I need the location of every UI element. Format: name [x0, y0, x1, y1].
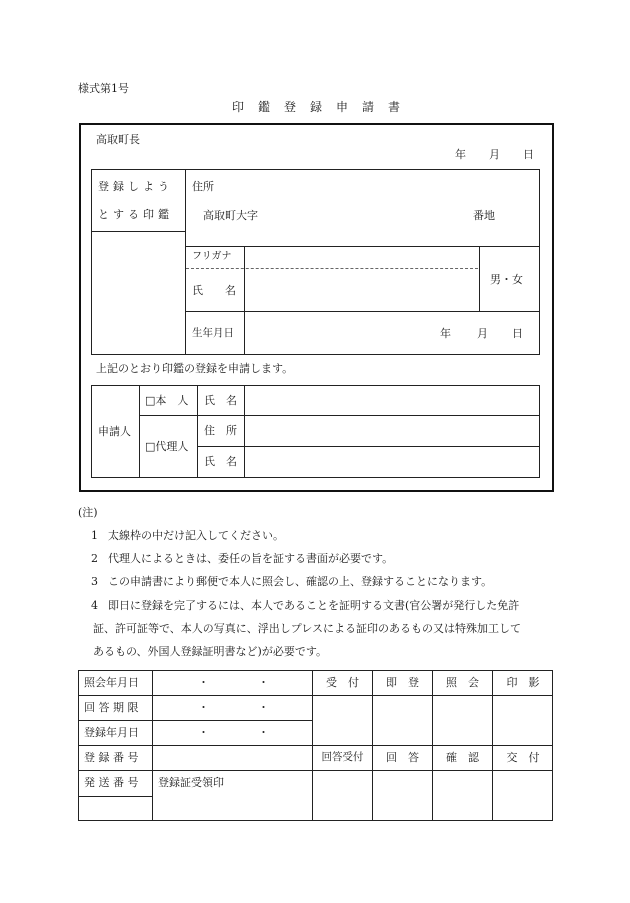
date-year[interactable]: 年: [455, 148, 466, 161]
proxy-address-input[interactable]: [246, 417, 538, 445]
inquiry-date-label: 照会年月日: [84, 676, 139, 689]
dot: ・: [258, 701, 269, 714]
form-title: 印 鑑 登 録 申 請 書: [232, 100, 402, 114]
self-checkbox[interactable]: □本 人: [145, 394, 189, 407]
col-seal-impression: 印 影: [506, 676, 540, 689]
col-immediate: 即 登: [386, 676, 419, 689]
proxy-address-label: 住 所: [204, 424, 237, 437]
address-input[interactable]: [262, 204, 462, 226]
col-reply: 回 答: [386, 751, 419, 764]
dot: ・: [198, 726, 209, 739]
seal-label-2: とする印鑑: [98, 208, 173, 221]
registration-date-label: 登録年月日: [84, 726, 139, 739]
note-4-num: 4: [91, 599, 98, 612]
form-number: 様式第1号: [78, 82, 129, 95]
col-receipt: 受 付: [326, 676, 359, 689]
applicant-name-input[interactable]: [246, 387, 538, 414]
dot: ・: [198, 676, 209, 689]
address-town: 高取町大字: [203, 209, 258, 222]
name-input[interactable]: [246, 270, 478, 310]
registration-no-label: 登 録 番 号: [84, 751, 139, 764]
applicant-name-label: 氏 名: [204, 394, 237, 407]
note-3-num: 3: [91, 575, 98, 588]
birth-month[interactable]: 月: [477, 327, 488, 340]
col-issue: 交 付: [506, 751, 540, 764]
proxy-checkbox[interactable]: □代理人: [145, 440, 189, 453]
note-4-cont-1: 証、許可証等で、本人の写真に、浮出しプレスによる証印のあるもの又は特殊加工して: [93, 622, 522, 635]
seal-label-1: 登録しよう: [98, 180, 173, 193]
notes-header: (注): [78, 506, 98, 519]
birth-day[interactable]: 日: [512, 327, 523, 340]
note-1: 太線枠の中だけ記入してください。: [108, 529, 284, 542]
birth-year[interactable]: 年: [440, 327, 451, 340]
address-label: 住所: [192, 180, 214, 193]
birth-label: 生年月日: [192, 327, 234, 339]
dot: ・: [258, 726, 269, 739]
note-2: 代理人によるときは、委任の旨を証する書面が必要です。: [108, 552, 394, 565]
note-4: 即日に登録を完了するには、本人であることを証明する文書(官公署が発行した免許: [108, 599, 520, 612]
addressee: 高取町長: [96, 133, 140, 146]
proxy-name-label: 氏 名: [204, 455, 237, 468]
statement: 上記のとおり印鑑の登録を申請します。: [96, 362, 294, 375]
reply-deadline-label: 回 答 期 限: [84, 701, 139, 714]
date-month[interactable]: 月: [489, 148, 500, 161]
date-day[interactable]: 日: [523, 148, 534, 161]
furigana-input[interactable]: [246, 248, 478, 267]
name-label: 氏 名: [192, 284, 236, 297]
col-reply-receipt: 回答受付: [321, 751, 364, 763]
note-2-num: 2: [91, 552, 98, 565]
col-inquiry: 照 会: [446, 676, 479, 689]
proxy-name-input[interactable]: [246, 448, 538, 476]
seal-impression-area[interactable]: [92, 232, 185, 354]
address-banchi: 番地: [473, 209, 495, 222]
dot: ・: [198, 701, 209, 714]
note-4-cont-2: あるもの、外国人登録証明書など)が必要です。: [93, 645, 327, 658]
col-confirm: 確 認: [446, 751, 479, 764]
dot: ・: [258, 676, 269, 689]
dispatch-no-label: 発 送 番 号: [84, 776, 139, 789]
furigana-label: フリガナ: [192, 251, 232, 262]
gender-choice[interactable]: 男・女: [490, 273, 523, 286]
note-1-num: 1: [91, 529, 98, 542]
applicant-label: 申請人: [98, 425, 131, 438]
receipt-seal-label: 登録証受領印: [158, 776, 224, 789]
note-3: この申請書により郵便で本人に照会し、確認の上、登録することになります。: [108, 575, 493, 588]
